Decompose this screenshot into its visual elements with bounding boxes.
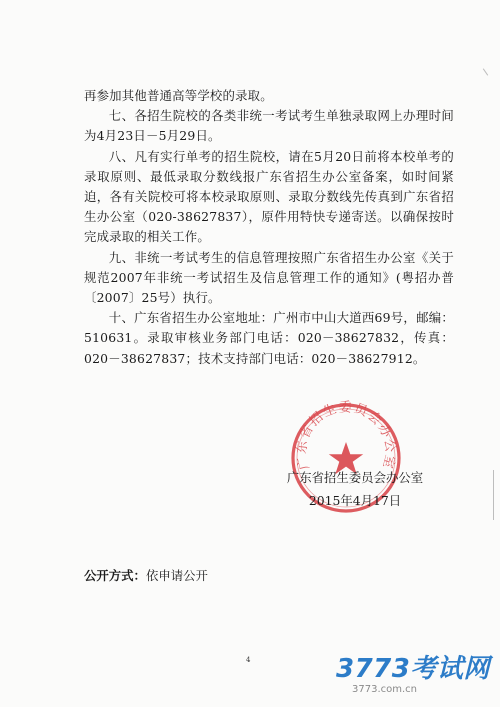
page-number: 4 — [246, 656, 251, 664]
paragraph-continuation: 再参加其他普通高等学校的录取。 — [84, 88, 273, 103]
site-watermark — [336, 648, 492, 703]
scan-edge-mark — [483, 68, 488, 75]
watermark-url: 3773.com.cn — [352, 684, 417, 695]
paragraph-10: 十、广东省招生办公室地址：广州市中山大道西69号，邮编：510631。录取审核业务部门电话：020－38627832，传真：020－38627837；技术支持部门电话：020－38627912。 — [84, 310, 454, 366]
signature-organization: 广东省招生委员会办公室 — [286, 470, 424, 485]
scan-edge-mark — [493, 470, 494, 520]
paragraph-7: 七、各招生院校的各类非统一考试考生单独录取网上办理时间为4月23日－5月29日。 — [84, 108, 454, 144]
disclosure-line — [84, 566, 208, 584]
seal-text: 广东省招生委员会办公室 — [294, 400, 398, 472]
paragraph-9: 九、非统一考试考生的信息管理按照广东省招生办公室《关于规范2007年非统一考试招生及信息管理工作的通知》(粤招办普〔2007〕25号）执行。 — [84, 249, 454, 306]
paragraph-8: 八、凡有实行单考的招生院校，请在5月20日前将本校单考的录取原则、最低录取分数线报广东省招生办公室备案，如时间紧迫，各有关院校可将本校录取原则、录取分数线先传真到广东省招生办公室（020-38627837），原件用特快专递寄送。以确保按时完成录取的相关工作。 — [84, 148, 454, 245]
watermark-brand: 3773考试网 — [336, 654, 490, 684]
document-body — [84, 86, 454, 369]
disclosure-label: 公开方式： — [84, 568, 146, 583]
signature-date: 2015年4月17日 — [308, 493, 402, 508]
disclosure-value: 依申请公开 — [145, 568, 208, 583]
